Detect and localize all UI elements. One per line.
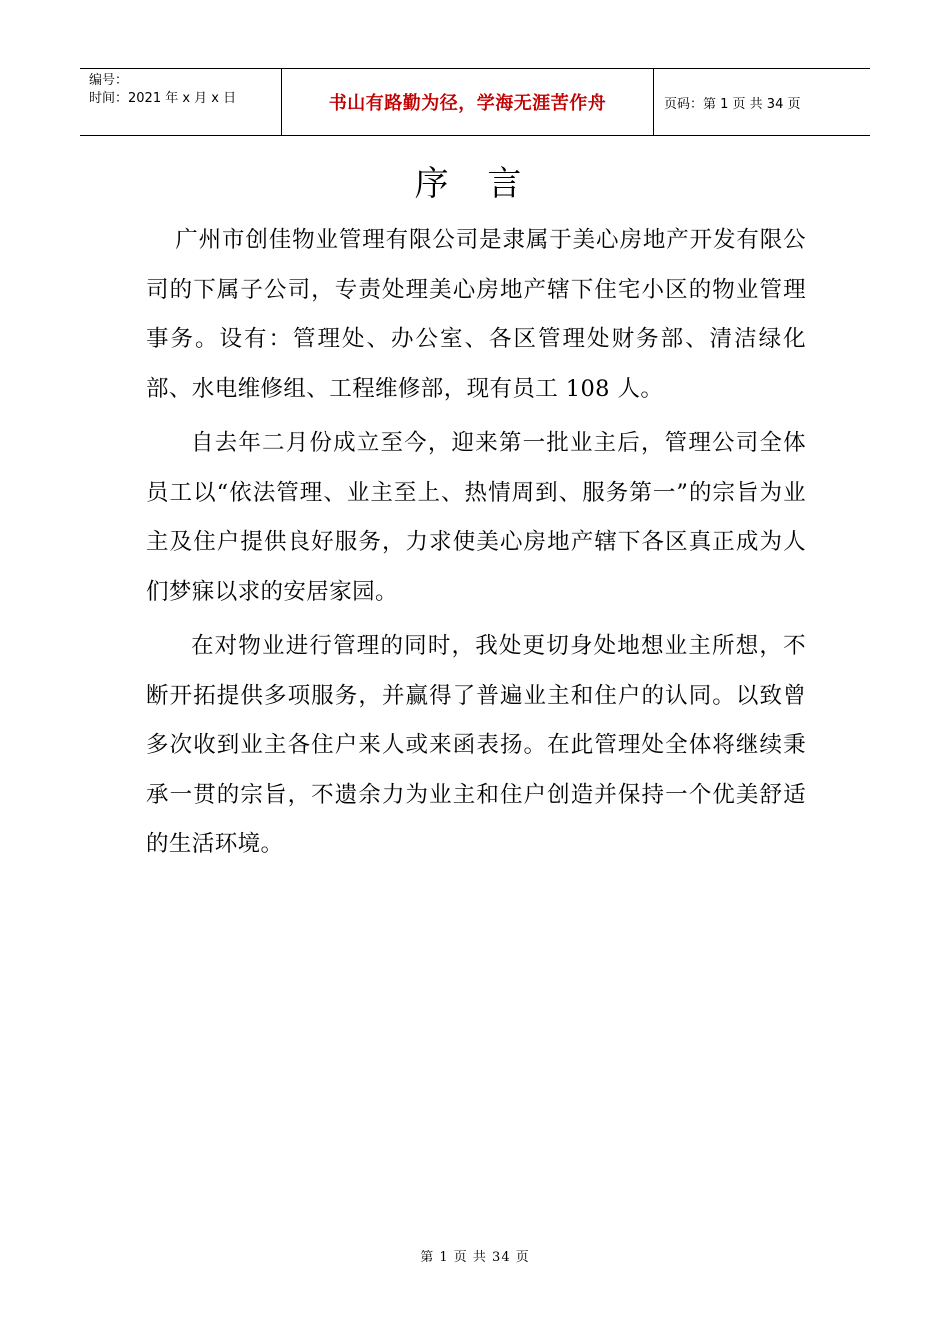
header-page-info: 页码：第 1 页 共 34 页 xyxy=(664,96,801,112)
document-title: 序 言 xyxy=(414,164,536,204)
document-body xyxy=(146,216,806,875)
document-number-label: 编号： xyxy=(89,73,129,88)
paragraph-1: 广州市创佳物业管理有限公司是隶属于美心房地产开发有限公司的下属子公司，专责处理美心房地产辖下住宅小区的物业管理事务。设有：管理处、办公室、各区管理处财务部、清洁绿化部、水电维修组、工程维修部，现有员工 108 人。 xyxy=(146,227,806,402)
document-time-label: 时间：2021 年 x 月 x 日 xyxy=(89,91,237,106)
paragraph-2: 自去年二月份成立至今，迎来第一批业主后，管理公司全体员工以“依法管理、业主至上、热情周到、服务第一”的宗旨为业主及住户提供良好服务，力求使美心房地产辖下各区真正成为人们梦寐以求的安居家园。 xyxy=(146,430,806,605)
header-meta-cell xyxy=(80,69,282,135)
header-motto: 书山有路勤为径，学海无涯苦作舟 xyxy=(282,69,654,135)
header-table xyxy=(80,68,870,136)
page-footer: 第 1 页 共 34 页 xyxy=(420,1250,530,1265)
paragraph-3: 在对物业进行管理的同时，我处更切身处地想业主所想，不断开拓提供多项服务，并赢得了普遍业主和住户的认同。以致曾多次收到业主各住户来人或来函表扬。在此管理处全体将继续秉承一贯的宗旨，不遗余力为业主和住户创造并保持一个优美舒适的生活环境。 xyxy=(146,633,806,857)
